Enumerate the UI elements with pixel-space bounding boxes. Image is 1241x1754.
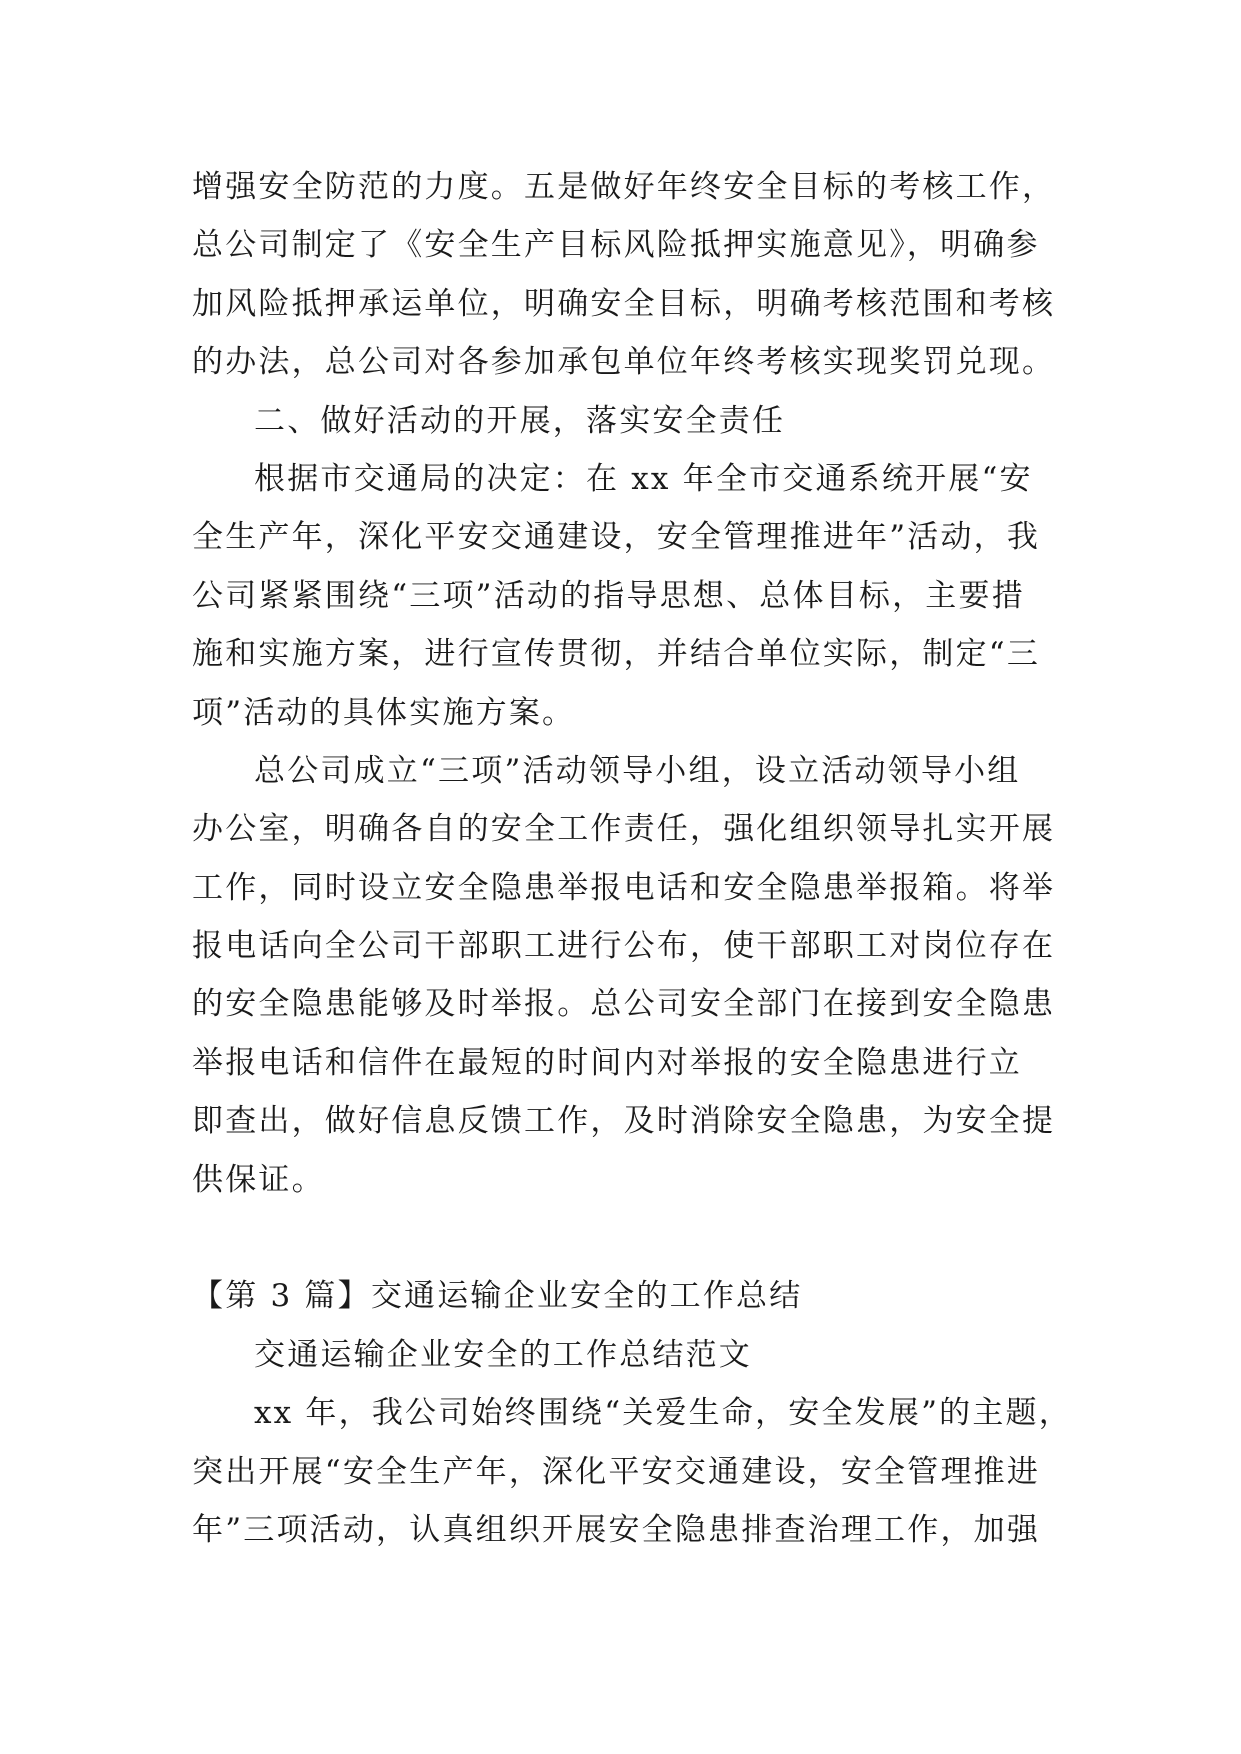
body-line: 加风险抵押承运单位，明确安全目标，明确考核范围和考核 [192, 285, 1056, 322]
section-heading: 二、做好活动的开展，落实安全责任 [254, 402, 786, 439]
body-line: 的安全隐患能够及时举报。总公司安全部门在接到安全隐患 [192, 986, 1056, 1023]
body-line: 项”活动的具体实施方案。 [192, 694, 576, 731]
article-subtitle: 交通运输企业安全的工作总结范文 [254, 1336, 752, 1373]
paragraph-gap [192, 1209, 1072, 1267]
article-heading: 【第 3 篇】交通运输企业安全的工作总结 [192, 1278, 803, 1315]
body-line: 突出开展“安全生产年，深化平安交通建设，安全管理推进 [192, 1453, 1041, 1490]
body-line: 的办法，总公司对各参加承包单位年终考核实现奖罚兑现。 [192, 344, 1056, 381]
body-line: 公司紧紧围绕“三项”活动的指导思想、总体目标，主要措 [192, 577, 1025, 614]
body-line: 总公司成立“三项”活动领导小组，设立活动领导小组 [254, 752, 1021, 789]
body-line: 年”三项活动，认真组织开展安全隐患排查治理工作，加强 [192, 1511, 1041, 1548]
body-line: 根据市交通局的决定：在 xx 年全市交通系统开展“安 [254, 460, 1033, 497]
body-line: 举报电话和信件在最短的时间内对举报的安全隐患进行立 [192, 1044, 1022, 1081]
body-line: 报电话向全公司干部职工进行公布，使干部职工对岗位存在 [192, 928, 1056, 965]
body-line: 全生产年，深化平安交通建设，安全管理推进年”活动，我 [192, 519, 1041, 556]
body-line: xx 年，我公司始终围绕“关爱生命，安全发展”的主题， [254, 1395, 1072, 1432]
body-line: 供保证。 [192, 1161, 325, 1198]
body-line: 即查出，做好信息反馈工作，及时消除安全隐患，为安全提 [192, 1103, 1056, 1140]
body-line: 施和实施方案，进行宣传贯彻，并结合单位实际，制定“三 [192, 636, 1041, 673]
body-line: 总公司制定了《安全生产目标风险抵押实施意见》，明确参 [192, 227, 1040, 264]
document-body [192, 158, 1072, 1559]
body-line: 增强安全防范的力度。五是做好年终安全目标的考核工作， [192, 169, 1056, 205]
body-line: 工作，同时设立安全隐患举报电话和安全隐患举报箱。将举 [192, 869, 1056, 906]
body-line: 办公室，明确各自的安全工作责任，强化组织领导扎实开展 [192, 811, 1056, 848]
